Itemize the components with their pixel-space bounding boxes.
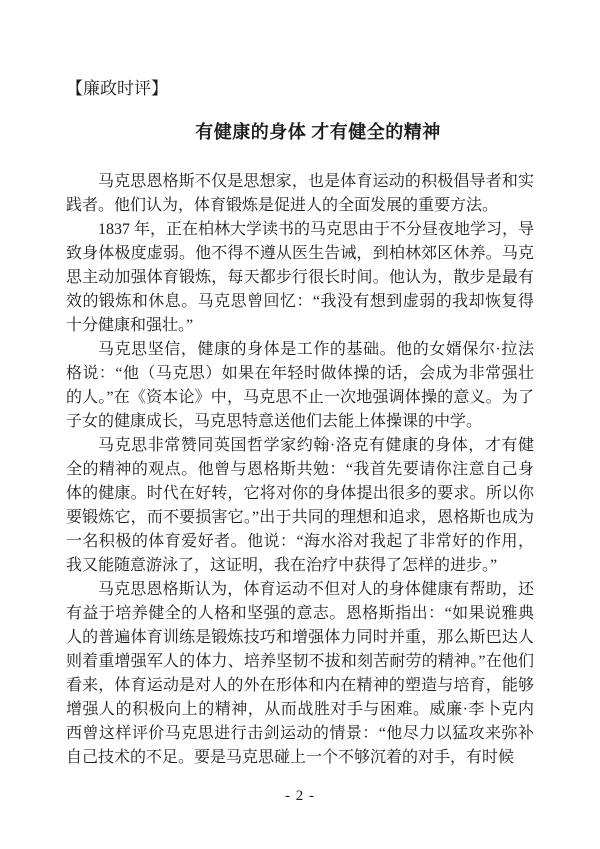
page-number: - 2 -	[285, 788, 315, 804]
paragraph-3: 马克思坚信，健康的身体是工作的基础。他的女婿保尔·拉法格说：“他（马克思）如果在年轻时做体操的话，会成为非常强壮的人。”在《资本论》中，马克思不止一次地强调体操的意义。为了子女的健康成长，马克思特意送他们去能上体操课的中学。	[66, 341, 534, 430]
paragraph-5: 马克思恩格斯认为，体育运动不但对人的身体健康有帮助，还有益于培养健全的人格和坚强的意志。恩格斯指出：“如果说雅典人的普遍体育训练是锻炼技巧和增强体力同时并重，那么斯巴达人则着重增强军人的体力、培养坚韧不拔和刻苦耐劳的精神。”在他们看来，体育运动是对人的外在形体和内在精神的塑造与培育，能够增强人的积极向上的精神，从而战胜对手与困难。威廉·李卜克内西曾这样评价马克思进行击剑运动的情景：“他尽力以猛攻来弥补自己技术的不足。要是马克思碰上一个不够沉着的对手，有时候	[66, 581, 534, 766]
paragraph-1: 马克思恩格斯不仅是思想家，也是体育运动的积极倡导者和实践者。他们认为，体育锻炼是促进人的全面发展的重要方法。	[66, 173, 534, 214]
paragraph-4: 马克思非常赞同英国哲学家约翰·洛克有健康的身体，才有健全的精神的观点。他曾与恩格斯共勉：“我首先要请你注意自己身体的健康。时代在好转，它将对你的身体提出很多的要求。所以你要锻炼它，而不要损害它。”出于共同的理想和追求，恩格斯也成为一名积极的体育爱好者。他说：“海水浴对我起了非常好的作用，我又能随意游泳了，这证明，我在治疗中获得了怎样的进步。”	[66, 437, 534, 574]
paragraph-2: 1837 年，正在柏林大学读书的马克思由于不分昼夜地学习，导致身体极度虚弱。他不得不遵从医生告诫，到柏林郊区休养。马克思主动加强体育锻炼，每天都步行很长时间。他认为，散步是最有效的锻炼和休息。马克思曾回忆：“我没有想到虚弱的我却恢复得十分健康和强壮。”	[66, 221, 535, 334]
document-body	[66, 170, 534, 770]
page-title: 有健康的身体 才有健全的精神	[195, 122, 441, 142]
category-label: 【廉政时评】	[66, 79, 168, 98]
